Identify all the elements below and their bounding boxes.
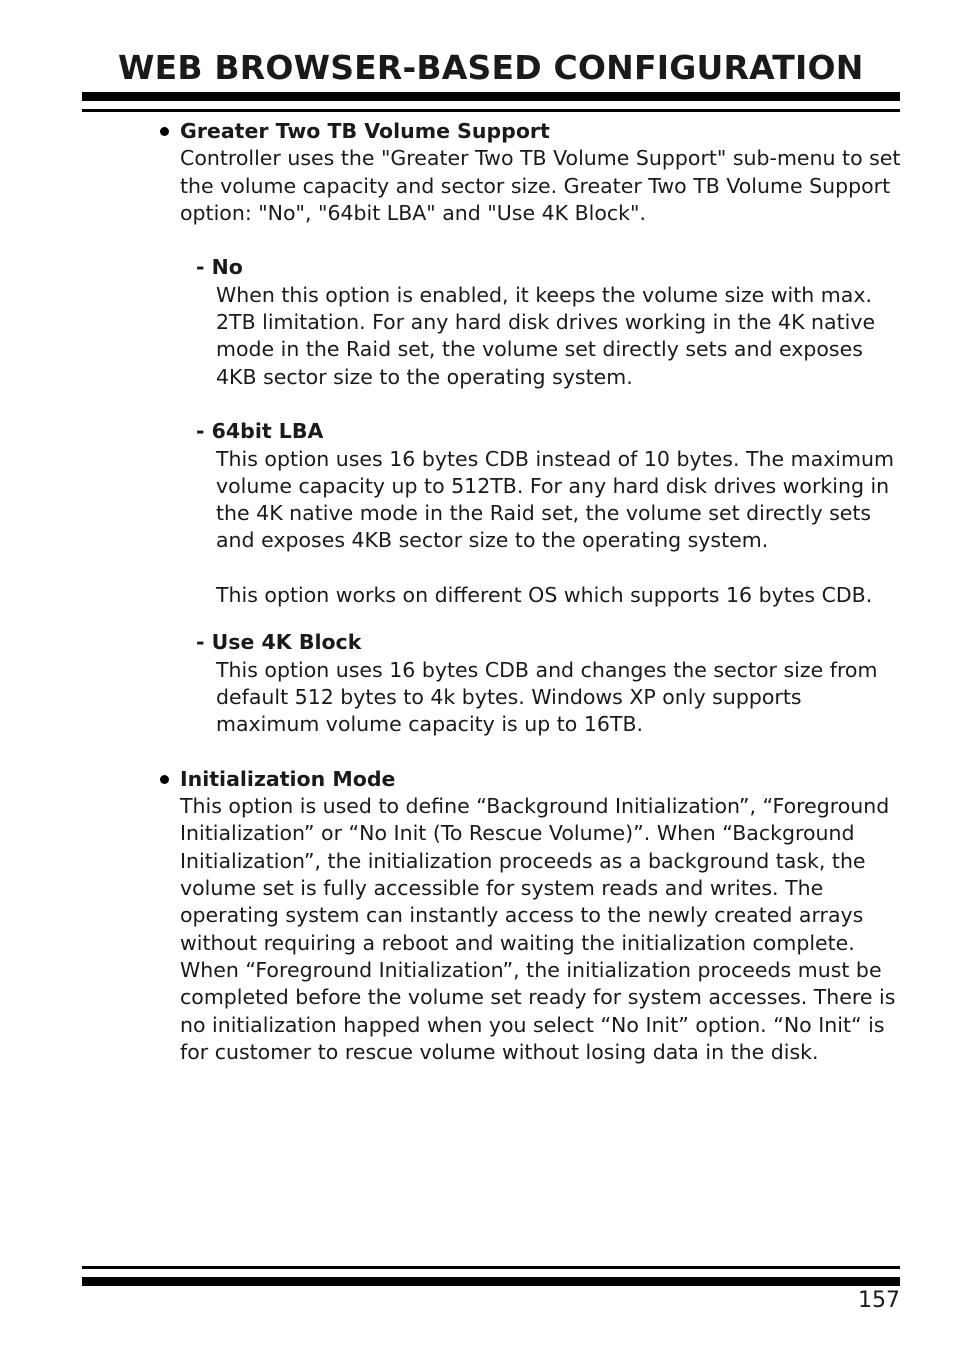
option-title: - No <box>196 255 243 280</box>
bullet-dot-icon <box>160 775 169 784</box>
option-use-4k-block <box>180 629 904 738</box>
bullet-dot-icon <box>160 127 169 136</box>
section-title: Initialization Mode <box>180 766 396 791</box>
option-title: - Use 4K Block <box>196 630 362 655</box>
section-body: Controller uses the "Greater Two TB Volume Support" sub-menu to set the volume capacity and sector size. Greater Two TB Volume Support option: "No", "64bit LBA" and "Use 4K Block". <box>180 146 901 225</box>
option-title: - 64bit LBA <box>196 419 324 444</box>
section-greater-two-tb <box>160 118 904 739</box>
main-content <box>160 118 904 1066</box>
option-64bit-lba <box>180 418 904 609</box>
page-number: 157 <box>858 1288 900 1313</box>
section-title: Greater Two TB Volume Support <box>180 119 550 143</box>
section-initialization-mode <box>160 766 904 1066</box>
page-title: WEB BROWSER-BASED CONFIGURATION <box>118 48 864 87</box>
option-note: This option works on different OS which supports 16 bytes CDB. <box>216 583 873 608</box>
option-body: This option uses 16 bytes CDB and changes the sector size from default 512 bytes to 4k bytes. Windows XP only supports maximum volume capacity is up to 16TB. <box>216 657 878 737</box>
option-body: This option uses 16 bytes CDB instead of 10 bytes. The maximum volume capacity up to 512TB. For any hard disk drives working in the 4K native mode in the Raid set, the volume set directly sets and exposes 4KB sector size to the operating system. <box>216 446 894 553</box>
option-no <box>180 254 904 390</box>
option-body: When this option is enabled, it keeps the volume size with max. 2TB limitation. For any hard disk drives working in the 4K native mode in the Raid set, the volume set directly sets and exposes 4KB sector size to the operating system. <box>216 282 876 389</box>
footer-rule-thick <box>82 1277 900 1286</box>
header-rule-thick <box>82 92 900 101</box>
section-body: This option is used to define “Background Initialization”, “Foreground Initialization” or “No Init (To Rescue Volume)”. When “Background Initialization”, the initialization proceeds as a background task, the volume set is fully accessible for system reads and writes. The operating system can instantly access to the newly created arrays without requiring a reboot and waiting the initialization complete. When “Foreground Initialization”, the initialization proceeds must be completed before the volume set ready for system accesses. There is no initialization happed when you select “No Init” option. “No Init“ is for customer to rescue volume without losing data in the disk. <box>180 794 896 1064</box>
header-rule-thin <box>82 109 900 112</box>
footer-rule-thin <box>82 1266 900 1269</box>
